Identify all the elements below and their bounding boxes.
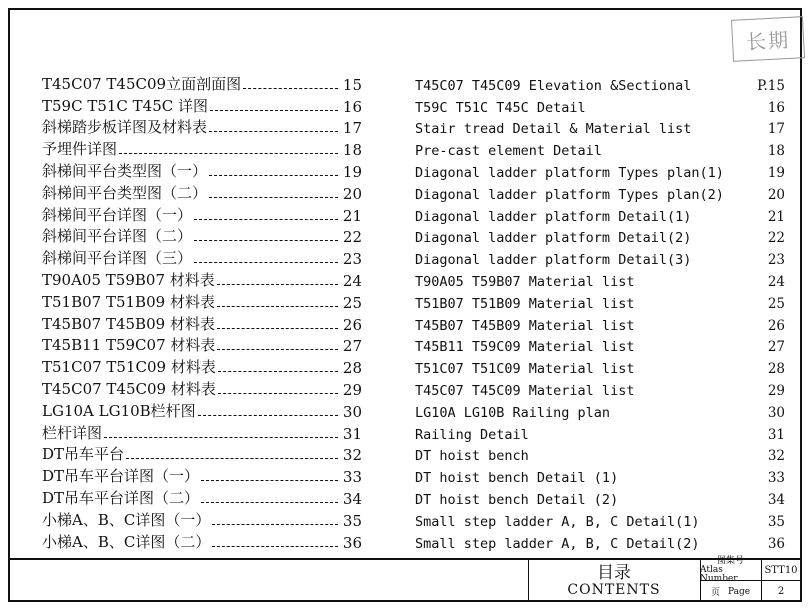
entry-title: 斜梯间平台详图（三） [42,249,193,268]
contents-row [42,203,362,225]
entry-page: 29 [767,382,785,399]
entry-title: Railing Detail [415,426,529,443]
entry-page: 18 [767,143,785,160]
contents-row [42,355,362,377]
entry-title: T51C07 T51C09 Material list [415,361,635,378]
contents-row [42,312,362,334]
entry-title: Diagonal ladder platform Detail(2) [415,230,692,247]
contents-row [415,246,785,268]
title-block [8,555,802,602]
entry-page: 35 [342,511,362,530]
entry-page: P.15 [757,77,785,94]
contents-row [415,312,785,334]
entry-page: 36 [342,533,362,552]
leader-dashes [201,480,338,481]
entry-page: 30 [342,402,362,421]
entry-title: Pre-cast element Detail [415,143,602,160]
contents-row [415,181,785,203]
leader-dashes [201,502,338,503]
entry-page: 19 [342,162,362,181]
entry-title: Diagonal ladder platform Detail(3) [415,252,692,269]
contents-row [42,290,362,312]
entry-title: DT hoist bench Detail (1) [415,470,619,487]
entry-title: Diagonal ladder platform Types plan(1) [415,164,724,181]
entry-page: 22 [342,228,362,247]
entry-title: Stair tread Detail & Material list [415,121,692,138]
contents-row [415,290,785,312]
contents-row [42,268,362,290]
contents-list-chinese [42,72,362,552]
contents-row [415,159,785,181]
entry-title: 斜梯间平台详图（一） [42,205,193,224]
contents-row [42,116,362,138]
entry-page: 31 [767,426,785,443]
entry-title: T90A05 T59B07 材料表 [42,270,215,289]
contents-row [415,508,785,530]
entry-title: T45C07 T45C09 材料表 [42,379,216,398]
contents-row [42,159,362,181]
entry-page: 16 [767,99,785,116]
entry-page: 17 [342,119,362,138]
page-label-cn: 页 [710,588,720,598]
entry-page: 20 [767,186,785,203]
contents-row [42,72,362,94]
atlas-label-cn: 图集号 [716,555,744,566]
leader-dashes [217,306,338,307]
contents-row [42,530,362,552]
contents-row [42,334,362,356]
entry-page: 22 [767,230,785,247]
entry-title: T45C07 T45C09 Elevation &Sectional [415,77,692,94]
entry-page: 34 [767,491,785,508]
leader-dashes [194,240,338,241]
contents-row [415,399,785,421]
contents-row [42,486,362,508]
entry-title: T45C07 T45C09 Material list [415,382,635,399]
heading-english: CONTENTS [567,582,661,598]
contents-row [42,137,362,159]
entry-title: DT吊车平台详图（一） [42,467,200,486]
leader-dashes [198,415,338,416]
entry-title: 斜梯间平台详图（二） [42,227,193,246]
leader-dashes [212,524,338,525]
entry-page: 32 [767,448,785,465]
entry-title: Small step ladder A, B, C Detail(2) [415,535,700,552]
entry-page: 27 [767,339,785,356]
entry-title: T45C07 T45C09立面剖面图 [42,74,242,93]
entry-page: 21 [342,206,362,225]
entry-page: 19 [767,164,785,181]
entry-page: 28 [342,359,362,378]
entry-title: 小梯A、B、C详图（二） [42,532,211,551]
entry-page: 15 [342,75,362,94]
entry-title: DT吊车平台 [42,445,125,464]
leader-dashes [217,349,338,350]
leader-dashes [217,328,338,329]
entry-page: 25 [767,295,785,312]
entry-title: LG10A LG10B栏杆图 [42,401,196,420]
leader-dashes [209,175,338,176]
contents-row [415,137,785,159]
entry-page: 33 [342,468,362,487]
leader-dashes [217,284,338,285]
entry-title: 斜梯踏步板详图及材料表 [42,118,208,137]
leader-dashes [194,219,338,220]
leader-dashes [243,88,338,89]
leader-dashes [119,153,338,154]
contents-row [415,443,785,465]
contents-list-english [415,72,785,552]
entry-page: 35 [767,513,785,530]
title-block-heading [528,560,701,602]
contents-row [415,486,785,508]
entry-page: 25 [342,293,362,312]
entry-page: 20 [342,184,362,203]
entry-title: T45B11 T59C09 Material list [415,339,635,356]
contents-row [42,443,362,465]
entry-title: Diagonal ladder platform Types plan(2) [415,186,724,203]
seal-stamp: 长期 [731,16,805,62]
contents-row [42,399,362,421]
entry-title: 斜梯间平台类型图（二） [42,183,208,202]
leader-dashes [194,262,338,263]
atlas-number-value: STT10 [762,560,800,581]
entry-page: 26 [767,317,785,334]
entry-title: 斜梯间平台类型图（一） [42,161,208,180]
contents-row [415,116,785,138]
contents-row [415,225,785,247]
contents-row [415,355,785,377]
contents-row [42,225,362,247]
page-label [700,581,762,602]
entry-page: 16 [342,97,362,116]
entry-title: LG10A LG10B Railing plan [415,404,611,421]
atlas-number-label [700,555,762,584]
contents-row [415,268,785,290]
entry-page: 30 [767,404,785,421]
contents-row [415,377,785,399]
entry-page: 33 [767,470,785,487]
entry-title: T51C07 T51C09 材料表 [42,358,216,377]
entry-title: Diagonal ladder platform Detail(1) [415,208,692,225]
entry-title: Small step ladder A, B, C Detail(1) [415,513,700,530]
title-block-info [700,555,800,602]
entry-title: T51B07 T51B09 Material list [415,295,635,312]
entry-page: 23 [342,250,362,269]
page-label-en: Page [727,586,751,597]
entry-title: T51B07 T51B09 材料表 [42,292,215,311]
atlas-label-en: Atlas Number [700,564,738,584]
title-block-blank [8,560,529,602]
contents-row [415,530,785,552]
entry-page: 29 [342,380,362,399]
contents-row [42,246,362,268]
contents-row [415,421,785,443]
entry-title: T45B07 T45B09 材料表 [42,314,215,333]
entry-page: 34 [342,489,362,508]
entry-title: 予埋件详图 [42,140,118,159]
entry-page: 32 [342,446,362,465]
leader-dashes [209,131,338,132]
entry-title: T59C T51C T45C 详图 [42,96,209,115]
entry-title: DT hoist bench [415,448,529,465]
contents-row [42,421,362,443]
contents-row [42,508,362,530]
entry-title: T59C T51C T45C Detail [415,99,586,116]
entry-page: 27 [342,337,362,356]
entry-title: T90A05 T59B07 Material list [415,273,635,290]
entry-page: 23 [767,252,785,269]
heading-chinese: 目录 [597,563,631,583]
contents-row [42,94,362,116]
entry-title: 栏杆详图 [42,423,103,442]
contents-row [42,377,362,399]
entry-page: 36 [767,535,785,552]
entry-page: 26 [342,315,362,334]
entry-title: DT吊车平台详图（二） [42,488,200,507]
entry-page: 28 [767,361,785,378]
entry-title: 小梯A、B、C详图（一） [42,510,211,529]
contents-row [415,464,785,486]
leader-dashes [126,458,338,459]
contents-row [415,72,785,94]
leader-dashes [218,371,338,372]
contents-row [415,203,785,225]
entry-page: 21 [767,208,785,225]
entry-title: T45B11 T59C07 材料表 [42,336,216,355]
leader-dashes [210,110,338,111]
contents-row [415,94,785,116]
entry-page: 24 [342,271,362,290]
leader-dashes [104,437,338,438]
contents-row [42,181,362,203]
page-number-value: 2 [777,586,785,597]
contents-row [42,464,362,486]
entry-page: 24 [767,273,785,290]
entry-title: DT hoist bench Detail (2) [415,491,619,508]
entry-page: 31 [342,424,362,443]
entry-page: 17 [767,121,785,138]
contents-row [415,334,785,356]
leader-dashes [218,393,338,394]
leader-dashes [209,197,338,198]
entry-title: T45B07 T45B09 Material list [415,317,635,334]
leader-dashes [212,546,338,547]
entry-page: 18 [342,141,362,160]
